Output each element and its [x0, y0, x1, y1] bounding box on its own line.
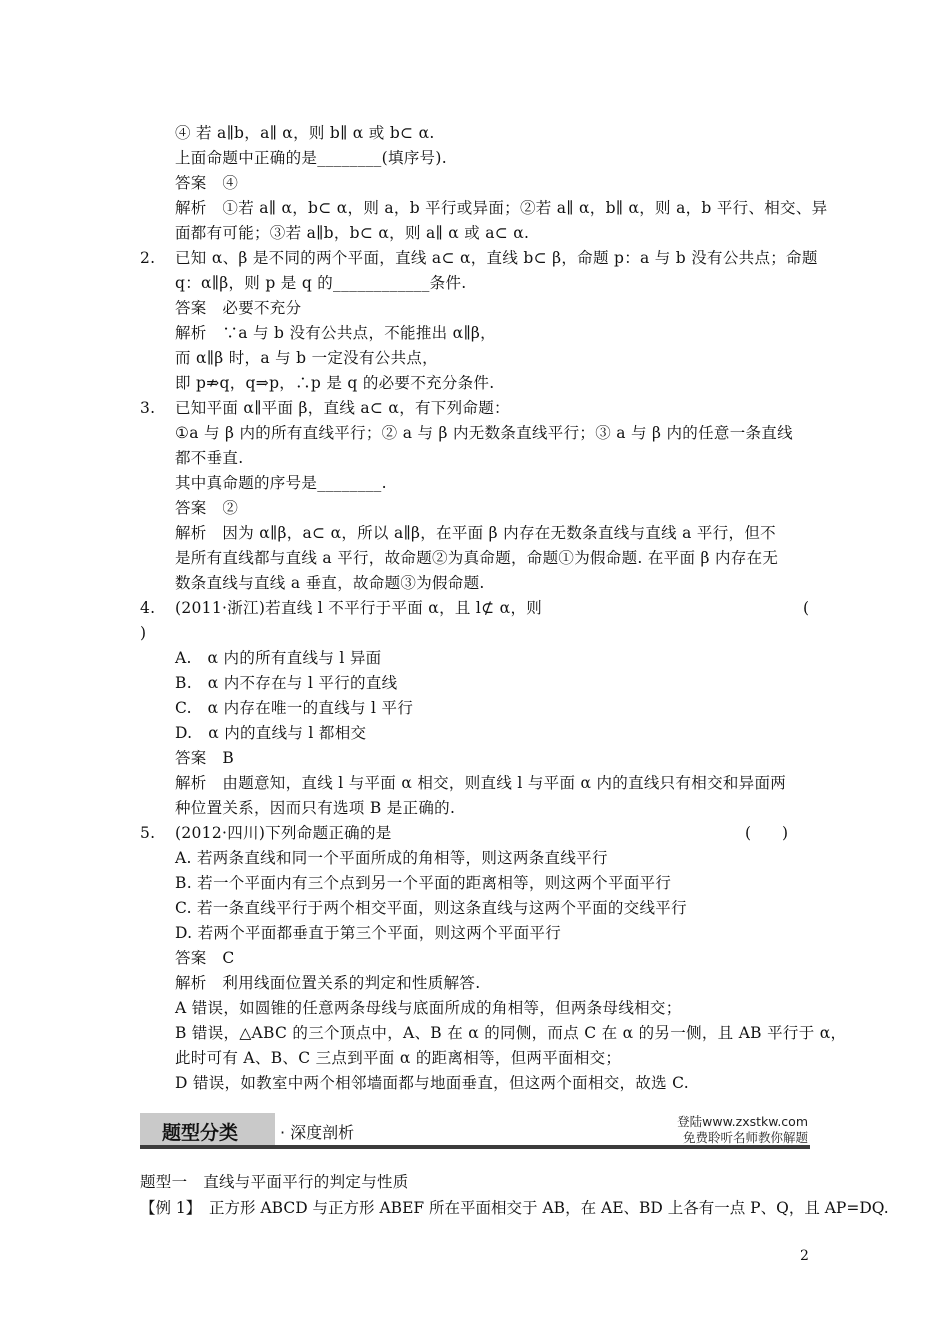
- option-a: A. 若两条直线和同一个平面所成的角相等，则这两条直线平行: [175, 849, 608, 867]
- answer-line: 答案 B: [175, 749, 235, 767]
- option-c: C. 若一条直线平行于两个相交平面，则这条直线与这两个平面的交线平行: [175, 899, 687, 917]
- analysis-line: 解析 ①若 a∥ α，b⊂ α，则 a，b 平行或异面；②若 a∥ α，b∥ α，则 a，b 平行、相交、异: [175, 199, 828, 217]
- answer-line: 答案 ②: [175, 499, 239, 517]
- choice-paren-close: ): [140, 624, 147, 642]
- question-number: 2.: [140, 249, 156, 267]
- analysis-line: 解析 利用线面位置关系的判定和性质解答.: [175, 974, 481, 992]
- banner-subtitle: · 深度剖析: [280, 1123, 355, 1142]
- question-text: (2011·浙江)若直线 l 不平行于平面 α，且 l⊄ α，则: [175, 599, 543, 617]
- option-c: C. α 内存在唯一的直线与 l 平行: [175, 699, 414, 717]
- section-banner: [140, 1110, 810, 1150]
- question-text: 已知 α、β 是不同的两个平面，直线 a⊂ α，直线 b⊂ β，命题 p：a 与 b 没有公共点；命题: [175, 249, 818, 267]
- question-number: 4.: [140, 599, 156, 617]
- choice-paren: ( ): [745, 824, 789, 842]
- text-line: ①a 与 β 内的所有直线平行；② a 与 β 内无数条直线平行；③ a 与 β 内的任意一条直线: [175, 424, 793, 442]
- text-line: 数条直线与直线 a 垂直，故命题③为假命题.: [175, 574, 485, 592]
- text-line: 都不垂直.: [175, 449, 244, 467]
- option-a: A. α 内的所有直线与 l 异面: [175, 649, 382, 667]
- section-heading: 题型一 直线与平面平行的判定与性质: [140, 1173, 409, 1191]
- text-line: 种位置关系，因而只有选项 B 是正确的.: [175, 799, 456, 817]
- page-number: 2: [800, 1248, 809, 1264]
- text-line: ④ 若 a∥b，a∥ α，则 b∥ α 或 b⊂ α.: [175, 124, 435, 142]
- text-line: 即 p⇏q，q⇒p，∴p 是 q 的必要不充分条件.: [175, 374, 495, 392]
- text-line: q：α∥β，则 p 是 q 的____________条件.: [175, 274, 467, 292]
- banner-title: 题型分类: [162, 1122, 239, 1144]
- text-line: 面都有可能；③若 a∥b，b⊂ α，则 a∥ α 或 a⊂ α.: [175, 224, 530, 242]
- banner-website: 登陆www.zxstkw.com: [677, 1114, 808, 1129]
- analysis-line: 解析 ∵a 与 b 没有公共点，不能推出 α∥β，: [175, 324, 496, 342]
- option-d: D. 若两个平面都垂直于第三个平面，则这两个平面平行: [175, 924, 562, 942]
- answer-line: 答案 ④: [175, 174, 239, 192]
- answer-line: 答案 必要不充分: [175, 299, 302, 317]
- answer-line: 答案 C: [175, 949, 235, 967]
- text-line: 是所有直线都与直线 a 平行，故命题②为真命题，命题①为假命题. 在平面 β 内存在无: [175, 549, 779, 567]
- option-d: D. α 内的直线与 l 都相交: [175, 724, 367, 742]
- text-line: 而 α∥β 时，a 与 b 一定没有公共点，: [175, 349, 438, 367]
- analysis-line: 解析 由题意知，直线 l 与平面 α 相交，则直线 l 与平面 α 内的直线只有相交和异面两: [175, 774, 787, 792]
- question-text: (2012·四川)下列命题正确的是: [175, 824, 392, 842]
- text-line: B 错误，△ABC 的三个顶点中，A、B 在 α 的同侧，而点 C 在 α 的另一侧，且 AB 平行于 α，: [175, 1024, 847, 1042]
- text-line: 上面命题中正确的是________(填序号).: [175, 149, 447, 167]
- example-heading: 【例 1】 正方形 ABCD 与正方形 ABEF 所在平面相交于 AB，在 AE、BD 上各有一点 P、Q，且 AP=DQ.: [140, 1199, 889, 1217]
- choice-paren-open: (: [803, 599, 810, 617]
- question-number: 5.: [140, 824, 156, 842]
- question-text: 已知平面 α∥平面 β，直线 a⊂ α，有下列命题：: [175, 399, 510, 417]
- analysis-line: 解析 因为 α∥β，a⊂ α，所以 a∥β，在平面 β 内存在无数条直线与直线 a 平行，但不: [175, 524, 776, 542]
- option-b: B. α 内不存在与 l 平行的直线: [175, 674, 398, 692]
- text-line: 其中真命题的序号是________.: [175, 474, 387, 492]
- text-line: D 错误，如教室中两个相邻墙面都与地面垂直，但这两个面相交，故选 C.: [175, 1074, 690, 1092]
- text-line: A 错误，如圆锥的任意两条母线与底面所成的角相等，但两条母线相交；: [175, 999, 682, 1017]
- banner-slogan: 免费聆听名师教你解题: [682, 1130, 808, 1145]
- option-b: B. 若一个平面内有三个点到另一个平面的距离相等，则这两个平面平行: [175, 874, 672, 892]
- question-number: 3.: [140, 399, 156, 417]
- text-line: 此时可有 A、B、C 三点到平面 α 的距离相等，但两平面相交；: [175, 1049, 622, 1067]
- banner-divider: [140, 1145, 810, 1149]
